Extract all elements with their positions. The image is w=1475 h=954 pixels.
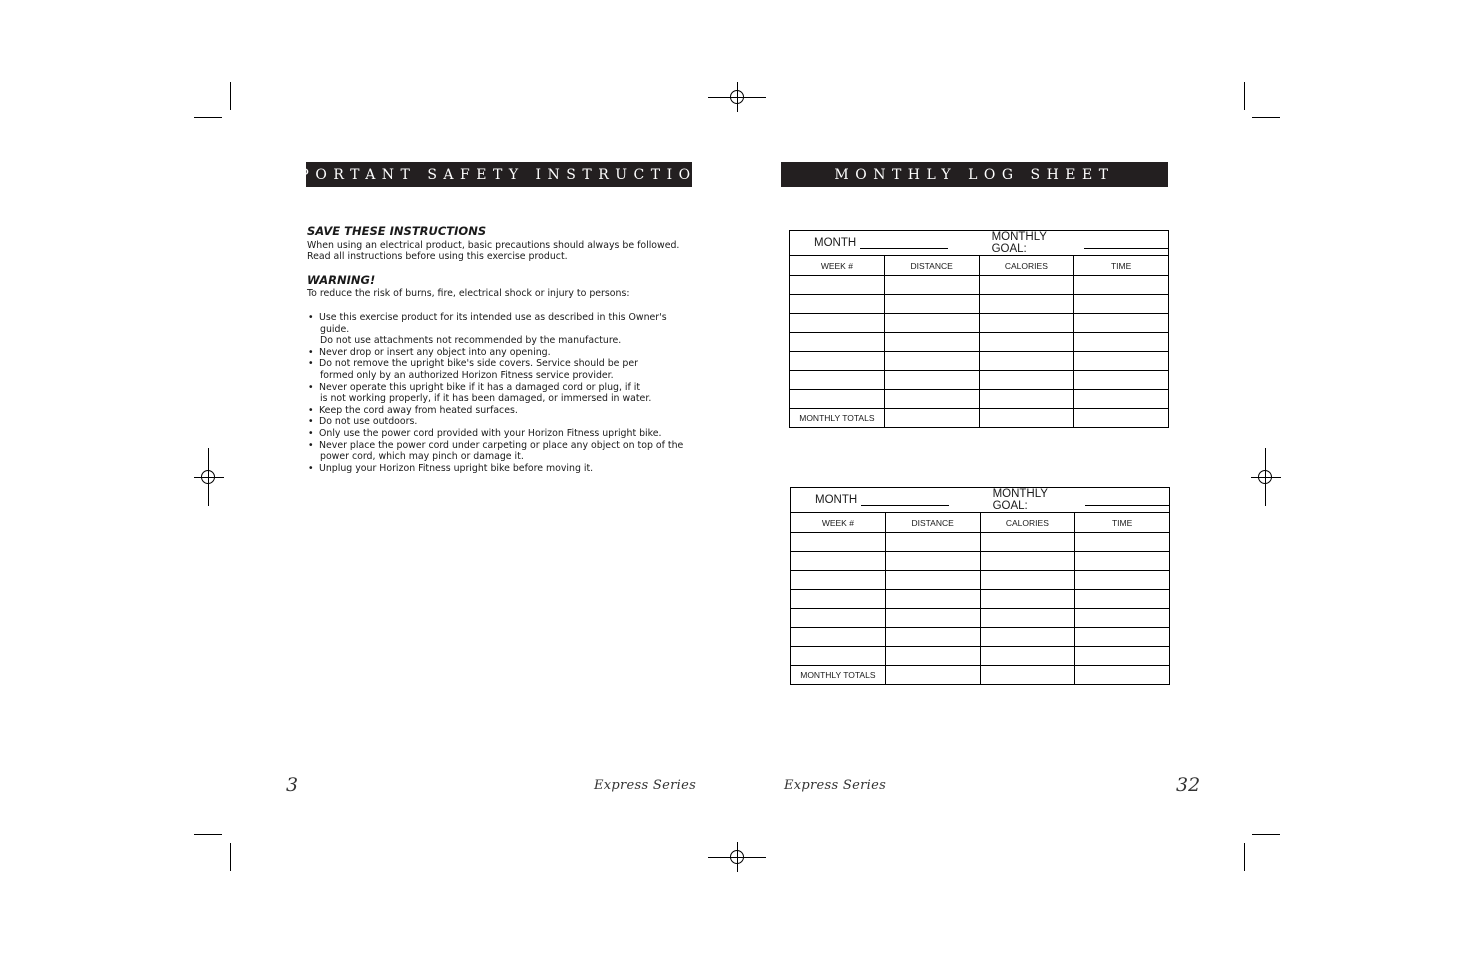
log-cell[interactable]	[790, 390, 885, 409]
log-cell[interactable]	[980, 571, 1075, 590]
warning-heading: WARNING!	[307, 272, 376, 287]
log-cell[interactable]	[1075, 552, 1170, 571]
log-cell[interactable]	[980, 552, 1075, 571]
log-cell[interactable]	[1074, 333, 1169, 352]
month-goal-row	[791, 488, 1170, 513]
log-cell[interactable]	[791, 647, 886, 666]
log-cell[interactable]	[980, 628, 1075, 647]
log-cell[interactable]	[1074, 390, 1169, 409]
log-cell[interactable]	[980, 609, 1075, 628]
series-name-left: Express Series	[594, 778, 697, 793]
goal-label: MONTHLY GOAL:	[991, 231, 1047, 255]
save-text: When using an electrical product, basic precautions should always be followed. Read all instructions before using this exercise product.	[307, 239, 680, 263]
log-table	[789, 230, 1169, 428]
list-item: • Unplug your Horizon Fitness upright bike before moving it.	[307, 463, 692, 475]
column-header: DISTANCE	[885, 513, 980, 533]
log-cell[interactable]	[1075, 609, 1170, 628]
table-row	[791, 552, 1170, 571]
table-row	[791, 533, 1170, 552]
save-heading: SAVE THESE INSTRUCTIONS	[307, 224, 487, 238]
log-cell[interactable]	[979, 314, 1074, 333]
list-item: • Do not use outdoors.	[307, 416, 692, 428]
table-row	[790, 333, 1169, 352]
table-row	[791, 590, 1170, 609]
monthly-totals-label: MONTHLY TOTALS	[790, 409, 885, 428]
monthly-totals-label: MONTHLY TOTALS	[791, 666, 886, 685]
goal-label: MONTHLY GOAL:	[992, 488, 1048, 512]
crop-mark	[1244, 843, 1245, 871]
safety-header: IMPORTANT SAFETY INSTRUCTIONS	[306, 162, 692, 187]
log-cell[interactable]	[979, 352, 1074, 371]
log-cell[interactable]	[1074, 295, 1169, 314]
log-cell[interactable]	[885, 590, 980, 609]
crop-mark	[194, 834, 222, 835]
table-row	[791, 609, 1170, 628]
total-cell[interactable]	[885, 666, 980, 685]
log-cell[interactable]	[979, 276, 1074, 295]
log-cell[interactable]	[791, 590, 886, 609]
log-cell[interactable]	[884, 390, 979, 409]
column-header: TIME	[1074, 256, 1169, 276]
safety-content	[307, 226, 692, 474]
column-header: CALORIES	[980, 513, 1075, 533]
list-item: • Never drop or insert any object into any opening.	[307, 347, 692, 359]
warning-intro: To reduce the risk of burns, fire, electrical shock or injury to persons:	[307, 288, 630, 300]
column-header: WEEK #	[791, 513, 886, 533]
table-row	[791, 647, 1170, 666]
log-cell[interactable]	[1075, 533, 1170, 552]
table-row	[790, 371, 1169, 390]
crop-mark	[194, 117, 222, 118]
log-cell[interactable]	[791, 571, 886, 590]
log-cell[interactable]	[885, 571, 980, 590]
log-cell[interactable]	[885, 609, 980, 628]
crop-mark	[1252, 834, 1280, 835]
totals-row	[791, 666, 1170, 685]
log-cell[interactable]	[791, 628, 886, 647]
log-cell[interactable]	[791, 552, 886, 571]
log-cell[interactable]	[790, 314, 885, 333]
log-cell[interactable]	[1075, 628, 1170, 647]
list-item: • Do not remove the upright bike's side covers. Service should be per formed only by an authorized Horizon Fitness service provider.	[307, 358, 692, 381]
log-cell[interactable]	[1074, 371, 1169, 390]
crop-mark	[230, 843, 231, 871]
log-cell[interactable]	[790, 333, 885, 352]
total-cell[interactable]	[979, 409, 1074, 428]
log-cell[interactable]	[790, 352, 885, 371]
crop-mark	[1252, 117, 1280, 118]
log-cell[interactable]	[791, 609, 886, 628]
totals-row	[790, 409, 1169, 428]
log-cell[interactable]	[885, 533, 980, 552]
log-cell[interactable]	[884, 333, 979, 352]
page-number-left: 3	[286, 774, 299, 796]
month-label: MONTH	[814, 237, 857, 249]
log-cell[interactable]	[790, 276, 885, 295]
log-cell[interactable]	[1075, 571, 1170, 590]
crop-mark	[1244, 82, 1245, 110]
log-cell[interactable]	[790, 371, 885, 390]
month-fill-line[interactable]	[861, 494, 948, 506]
month-label: MONTH	[815, 494, 858, 506]
table-row	[791, 628, 1170, 647]
log-sheet-header: MONTHLY LOG SHEET	[781, 162, 1168, 187]
total-cell[interactable]	[884, 409, 979, 428]
log-cell[interactable]	[884, 276, 979, 295]
total-cell[interactable]	[980, 666, 1075, 685]
series-name-right: Express Series	[784, 778, 887, 793]
safety-list	[307, 312, 692, 474]
column-header: DISTANCE	[884, 256, 979, 276]
log-cell[interactable]	[884, 314, 979, 333]
total-cell[interactable]	[1074, 409, 1169, 428]
log-cell[interactable]	[884, 371, 979, 390]
total-cell[interactable]	[1075, 666, 1170, 685]
table-row	[790, 276, 1169, 295]
log-table	[790, 487, 1170, 685]
goal-fill-line[interactable]	[1084, 237, 1168, 249]
log-cell[interactable]	[980, 533, 1075, 552]
log-cell[interactable]	[979, 390, 1074, 409]
log-cell[interactable]	[885, 647, 980, 666]
log-cell[interactable]	[979, 333, 1074, 352]
log-cell[interactable]	[980, 647, 1075, 666]
log-cell[interactable]	[1075, 590, 1170, 609]
list-item: • Only use the power cord provided with your Horizon Fitness upright bike.	[307, 428, 692, 440]
table-row	[790, 390, 1169, 409]
log-cell[interactable]	[1074, 352, 1169, 371]
log-cell[interactable]	[1075, 647, 1170, 666]
log-cell[interactable]	[885, 552, 980, 571]
table-row	[790, 314, 1169, 333]
list-item: • Use this exercise product for its intended use as described in this Owner's guide. Do not use attachments not recommended by the manufacture.	[307, 312, 692, 347]
log-cell[interactable]	[980, 590, 1075, 609]
table-row	[790, 352, 1169, 371]
list-item: • Never place the power cord under carpeting or place any object on top of the power cord, which may pinch or damage it.	[307, 440, 692, 463]
log-cell[interactable]	[979, 295, 1074, 314]
log-cell[interactable]	[884, 352, 979, 371]
crop-mark	[230, 82, 231, 110]
log-cell[interactable]	[884, 295, 979, 314]
goal-fill-line[interactable]	[1085, 494, 1169, 506]
list-item: • Keep the cord away from heated surfaces.	[307, 405, 692, 417]
log-cell[interactable]	[885, 628, 980, 647]
column-header: WEEK #	[790, 256, 885, 276]
column-header: TIME	[1075, 513, 1170, 533]
log-cell[interactable]	[1074, 314, 1169, 333]
month-goal-row	[790, 231, 1169, 256]
log-cell[interactable]	[790, 295, 885, 314]
list-item: • Never operate this upright bike if it has a damaged cord or plug, if it is not working properly, if it has been damaged, or immersed in water.	[307, 382, 692, 405]
month-fill-line[interactable]	[860, 237, 947, 249]
table-row	[790, 295, 1169, 314]
table-row	[791, 571, 1170, 590]
log-cell[interactable]	[1074, 276, 1169, 295]
log-cell[interactable]	[979, 371, 1074, 390]
page-number-right: 32	[1176, 774, 1201, 796]
column-header: CALORIES	[979, 256, 1074, 276]
log-cell[interactable]	[791, 533, 886, 552]
